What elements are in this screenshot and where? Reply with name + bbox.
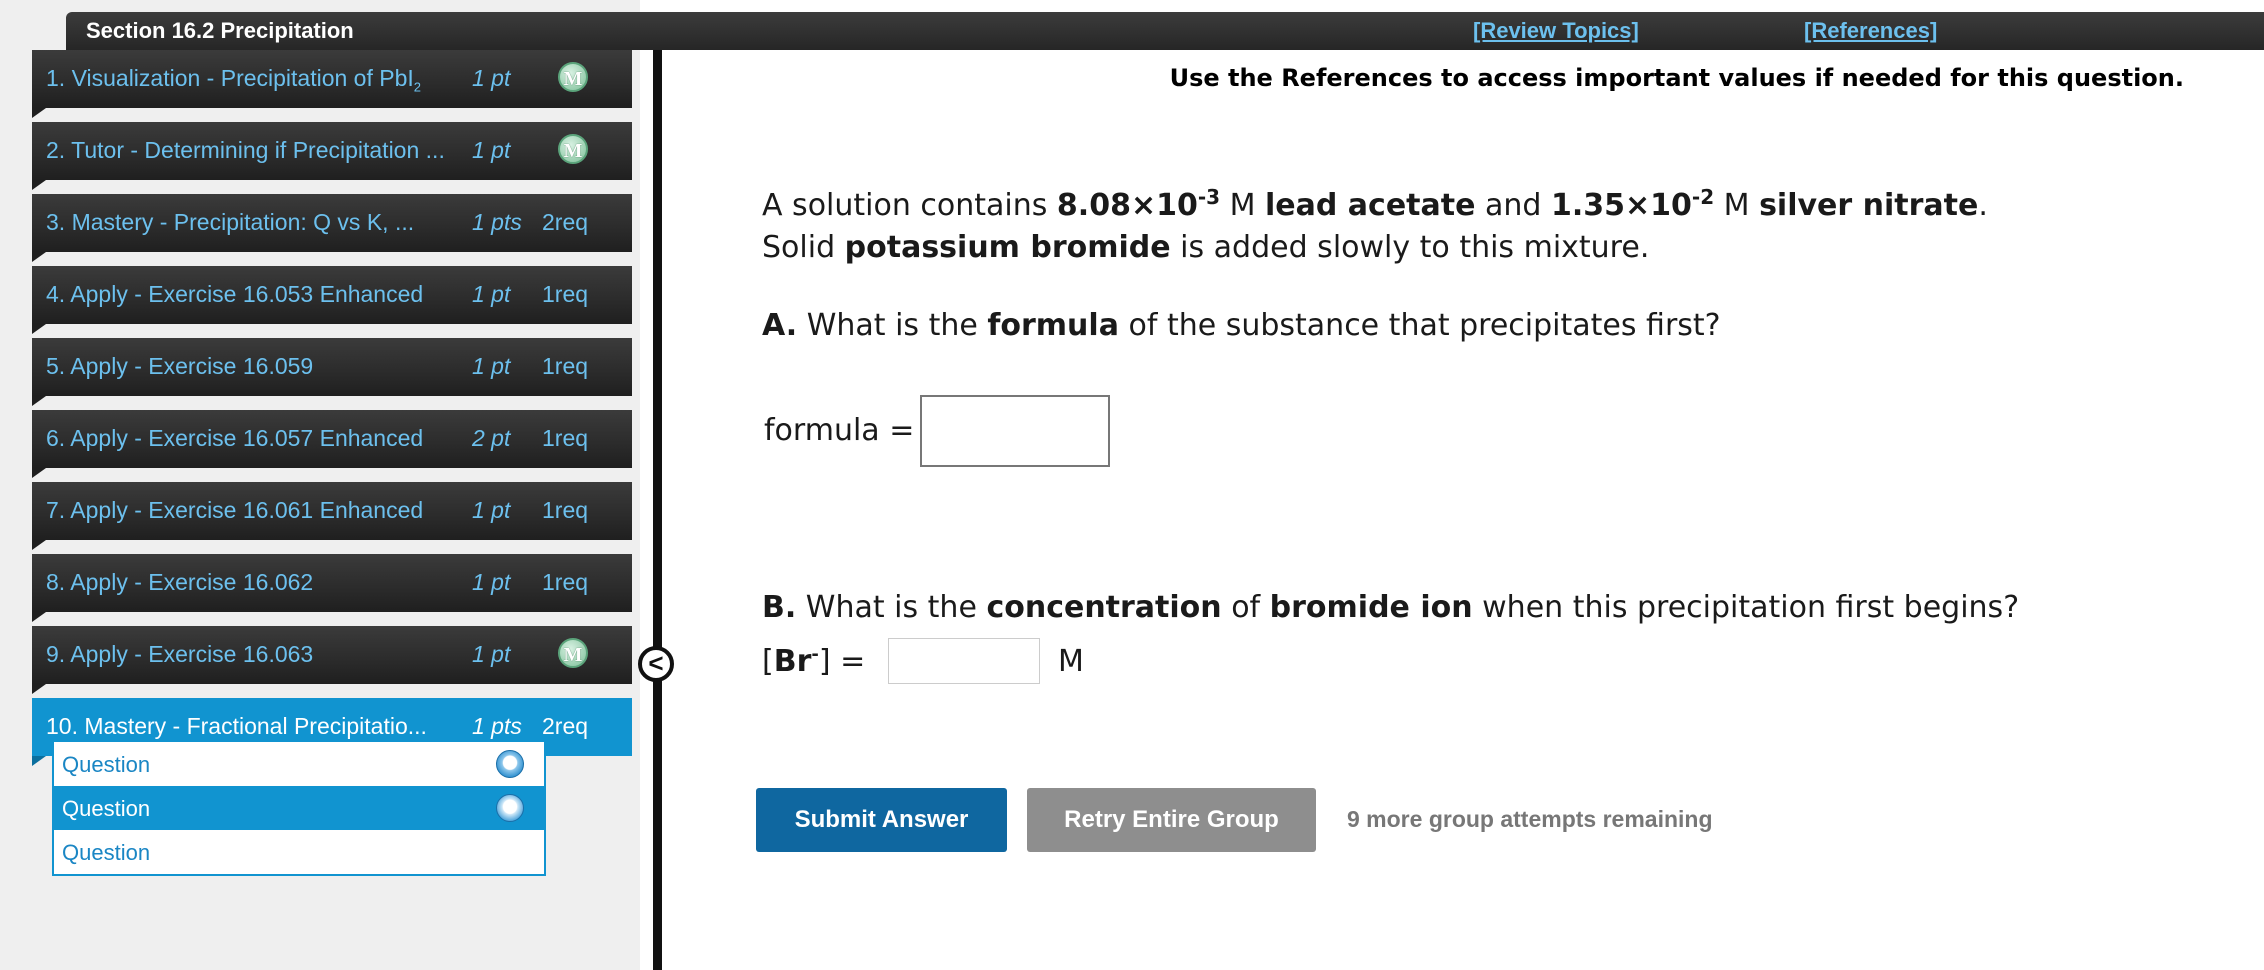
sidebar-item-8[interactable] xyxy=(32,554,632,612)
question-a: A. What is the formula of the substance that precipitates first? xyxy=(762,308,1721,343)
attempts-remaining-text: 9 more group attempts remaining xyxy=(1347,806,1713,832)
requirement-label: 1req xyxy=(542,425,589,451)
mastered-badge-icon: M xyxy=(558,638,588,668)
points-label: 1 pt xyxy=(472,641,511,667)
panel-divider[interactable] xyxy=(653,50,662,970)
section-title: Section 16.2 Precipitation xyxy=(86,18,354,43)
unit-label: M xyxy=(1058,644,1084,679)
sidebar-item-6[interactable] xyxy=(32,410,632,468)
subquestion-label: Question xyxy=(62,840,151,865)
requirement-label: 1req xyxy=(542,497,589,523)
subquestion-item-2[interactable] xyxy=(54,786,544,830)
sidebar-item-label: 1. Visualization - Precipitation of PbI$_2$ xyxy=(46,65,422,95)
progress-circle-icon xyxy=(496,794,524,822)
sidebar-item-7[interactable] xyxy=(32,482,632,540)
references-note: Use the References to access important values if needed for this question. xyxy=(1169,64,2184,92)
sidebar-item-2[interactable] xyxy=(32,122,632,180)
points-label: 1 pt xyxy=(472,497,511,523)
formula-label: formula = xyxy=(764,413,915,448)
requirement-label: 1req xyxy=(542,281,589,307)
subquestion-list xyxy=(52,742,546,876)
sidebar-item-5[interactable] xyxy=(32,338,632,396)
header-bar xyxy=(66,12,2264,50)
progress-circle-icon xyxy=(496,750,524,778)
retry-group-button[interactable]: Retry Entire Group xyxy=(1027,788,1316,852)
subquestion-item-3[interactable] xyxy=(54,830,544,874)
points-label: 1 pts xyxy=(472,713,522,739)
requirement-label: 2req xyxy=(542,713,589,739)
sidebar-item-1[interactable] xyxy=(32,50,632,108)
subquestion-label: Question xyxy=(62,752,151,777)
points-label: 2 pt xyxy=(472,425,511,451)
sidebar-item-4[interactable] xyxy=(32,266,632,324)
sidebar-item-9[interactable] xyxy=(32,626,632,684)
points-label: 1 pt xyxy=(472,137,511,163)
sidebar-item-label: 10. Mastery - Fractional Precipitatio... xyxy=(46,713,427,739)
sidebar-item-label: 5. Apply - Exercise 16.059 xyxy=(46,353,314,379)
collapse-sidebar-icon[interactable]: < xyxy=(638,646,674,682)
formula-input[interactable] xyxy=(920,395,1110,467)
sidebar-item-label: 7. Apply - Exercise 16.061 Enhanced xyxy=(46,497,424,523)
sidebar-item-label: 3. Mastery - Precipitation: Q vs K, ... xyxy=(46,209,415,235)
bromide-label: [Br-] = xyxy=(762,644,866,679)
review-topics-link[interactable]: [Review Topics] xyxy=(1473,18,1639,43)
subquestion-label: Question xyxy=(62,796,151,821)
points-label: 1 pt xyxy=(472,569,511,595)
bromide-concentration-input[interactable] xyxy=(888,638,1040,684)
sidebar-item-label: 4. Apply - Exercise 16.053 Enhanced xyxy=(46,281,424,307)
mastered-badge-icon: M xyxy=(558,62,588,92)
references-link[interactable]: [References] xyxy=(1804,18,1938,43)
points-label: 1 pt xyxy=(472,353,511,379)
submit-answer-button[interactable]: Submit Answer xyxy=(756,788,1007,852)
points-label: 1 pt xyxy=(472,281,511,307)
question-b: B. What is the concentration of bromide ion when this precipitation first begins? xyxy=(762,590,2020,625)
sidebar-item-label: 2. Tutor - Determining if Precipitation ... xyxy=(46,137,445,163)
requirement-label: 1req xyxy=(542,353,589,379)
sidebar-item-3[interactable] xyxy=(32,194,632,252)
points-label: 1 pt xyxy=(472,65,511,91)
points-label: 1 pts xyxy=(472,209,522,235)
sidebar-item-label: 8. Apply - Exercise 16.062 xyxy=(46,569,314,595)
mastered-badge-icon: M xyxy=(558,134,588,164)
sidebar-item-label: 6. Apply - Exercise 16.057 Enhanced xyxy=(46,425,424,451)
question-intro: A solution contains $8.08\times 10^{-3}$ M lead acetate and $1.35\times 10^{-2}$ M silver nitrate. Solid potassium bromide is added slowly to this mixture. xyxy=(762,185,1988,265)
requirement-label: 2req xyxy=(542,209,589,235)
requirement-label: 1req xyxy=(542,569,589,595)
subquestion-item-1[interactable] xyxy=(54,742,544,786)
sidebar-item-label: 9. Apply - Exercise 16.063 xyxy=(46,641,314,667)
